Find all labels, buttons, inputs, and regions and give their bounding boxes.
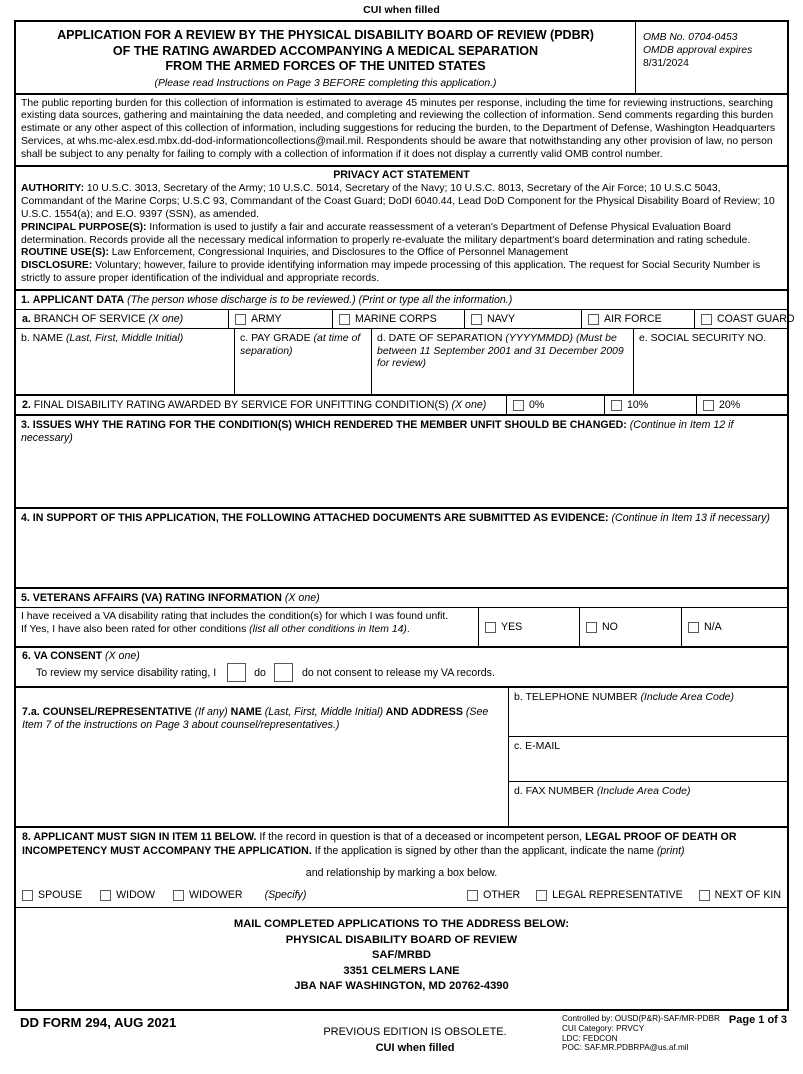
branch-option-label: MARINE CORPS <box>355 313 437 326</box>
va-rating-checkbox-na[interactable] <box>681 608 787 646</box>
rating-checkbox-0[interactable] <box>506 396 604 414</box>
item8-statement <box>22 831 781 858</box>
ssn-label: e. SOCIAL SECURITY NO. <box>639 332 767 345</box>
item7-hint-a: (If any) <box>194 706 228 719</box>
item4-number: 4. <box>21 511 30 524</box>
item8-bold-1: APPLICANT MUST SIGN IN ITEM 11 BELOW. <box>30 831 257 844</box>
va-rating-statement-line-2a: If Yes, I have also been rated for other conditions <box>21 623 250 635</box>
telephone-hint: (Include Area Code) <box>640 691 735 704</box>
item6-consent-text-b: do not consent to release my VA records. <box>301 666 495 679</box>
cui-category: CUI Category: PRVCY <box>562 1023 645 1033</box>
name-hint: (Last, First, Middle Initial) <box>65 332 184 345</box>
branch-of-service-row <box>16 309 795 328</box>
privacy-principal-label: PRINCIPAL PURPOSE(S): <box>21 221 147 233</box>
privacy-disclosure-text: Voluntary; however, failure to provide identifying information may impede processing of this application. The request for Social Security Number is strictly to assure proper identification of the individual and appropriate records. <box>21 260 761 285</box>
mail-line-1: MAIL COMPLETED APPLICATIONS TO THE ADDRESS BELOW: <box>233 918 570 930</box>
item5-header <box>16 587 787 607</box>
item7-number: 7.a. <box>22 706 40 719</box>
omb-info <box>635 22 787 93</box>
cui-banner-bottom: CUI when filled <box>375 1041 455 1054</box>
email-field[interactable] <box>508 736 787 781</box>
item7-row <box>16 686 787 826</box>
form-number: DD FORM 294, AUG 2021 <box>20 1014 177 1030</box>
specify-hint: (Specify) <box>264 889 307 901</box>
title-line-1: APPLICATION FOR A REVIEW BY THE PHYSICAL DISABILITY BOARD OF REVIEW (PDBR) <box>57 28 594 42</box>
item4-hint: (Continue in Item 13 if necessary) <box>611 511 770 524</box>
checkbox-icon[interactable] <box>467 890 478 901</box>
item2-hint: (X one) <box>451 399 487 412</box>
privacy-disclosure <box>21 260 782 286</box>
item8-block <box>16 826 787 879</box>
branch-checkbox-air-force[interactable] <box>581 310 694 328</box>
fax-label: d. FAX NUMBER <box>514 785 594 798</box>
telephone-label-row <box>514 691 782 704</box>
privacy-act-statement <box>16 165 787 289</box>
item8-text-2: If the application is signed by other than the applicant, indicate the name <box>311 844 657 857</box>
mail-line-2: PHYSICAL DISABILITY BOARD OF REVIEW <box>285 933 518 946</box>
title-line-3: FROM THE ARMED FORCES OF THE UNITED STATES <box>165 59 486 73</box>
checkbox-icon[interactable] <box>235 314 246 325</box>
rating-checkbox-10[interactable] <box>604 396 696 414</box>
item5-title: VETERANS AFFAIRS (VA) RATING INFORMATION <box>29 591 282 604</box>
relationship-label-legal-representative: LEGAL REPRESENTATIVE <box>552 889 683 901</box>
checkbox-icon[interactable] <box>173 890 184 901</box>
item7-title-a: COUNSEL/REPRESENTATIVE <box>39 706 195 719</box>
checkbox-icon[interactable] <box>588 314 599 325</box>
omb-expiry-label: OMDB approval expires <box>643 45 753 57</box>
rating-option-label: 20% <box>719 399 741 412</box>
checkbox-icon[interactable] <box>22 890 33 901</box>
item6-consent-text-a: To review my service disability rating, I <box>36 666 217 679</box>
item7-title-b: NAME <box>227 706 265 719</box>
rating-option-label: 10% <box>627 399 649 412</box>
privacy-authority-label: AUTHORITY: <box>21 182 85 194</box>
branch-option-label: ARMY <box>251 313 282 326</box>
form-footer <box>14 1014 789 1074</box>
checkbox-icon[interactable] <box>611 400 622 411</box>
item7-contact-column <box>508 688 787 826</box>
title-line-2: OF THE RATING AWARDED ACCOMPANYING A MEDICAL SEPARATION <box>112 43 539 58</box>
item8-bold-2: LEGAL PROOF OF DEATH OR INCOMPETENCY MUST ACCOMPANY THE APPLICATION. <box>22 831 737 857</box>
branch-option-label: AIR FORCE <box>604 313 662 326</box>
privacy-routine-text: Law Enforcement, Congressional Inquiries, and Disclosures to the Office of Personnel Management <box>108 247 569 259</box>
mail-line-3: SAF/MRBD <box>371 949 432 962</box>
item6-number: 6. <box>22 650 31 663</box>
branch-hint: (X one) <box>148 313 184 326</box>
previous-edition-note: PREVIOUS EDITION IS OBSOLETE. <box>323 1025 507 1038</box>
checkbox-icon[interactable] <box>688 622 699 633</box>
checkbox-icon[interactable] <box>471 314 482 325</box>
checkbox-icon[interactable] <box>699 890 710 901</box>
item2-label-cell <box>16 396 506 414</box>
privacy-authority <box>21 183 782 222</box>
relationship-label-next-of-kin: NEXT OF KIN <box>714 889 781 901</box>
item6-hint: (X one) <box>105 650 140 663</box>
name-field[interactable] <box>16 329 234 394</box>
item8-relationship-checkboxes <box>16 879 787 907</box>
va-rating-option-label: YES <box>501 621 523 634</box>
item1-title: APPLICANT DATA <box>32 293 125 306</box>
telephone-field[interactable] <box>508 688 787 736</box>
controlled-by: Controlled by: OUSD(P&R)-SAF/MR-PDBR <box>562 1013 720 1023</box>
omb-number: OMB No. 0704-0453 <box>643 32 738 43</box>
item6-do-label: do <box>254 666 266 679</box>
applicant-identity-row <box>16 328 787 394</box>
burden-statement: The public reporting burden for this collection of information is estimated to average 45 minutes per response, including the time for reviewing instructions, searching existing data sources, gathering and maintaining the data needed, and completing and reviewing the collection of information. Send comments regarding this burden estimate or any other aspect of this collection of information, including suggestions for reducing the burden, to the Department of Defense, Washington Headquarters Services, at whs.mc-alex.esd.mbx.dd-dod-informationcollections@mail.mil. Respondents should be aware that notwithstanding any other provision of law, no person shall be subject to any penalty for failing to comply with a collection of information if it does not display a currently valid OMB control number. <box>16 93 787 166</box>
va-rating-option-label: N/A <box>704 621 722 634</box>
branch-checkbox-army[interactable] <box>228 310 332 328</box>
checkbox-icon[interactable] <box>586 622 597 633</box>
title-row <box>16 22 787 93</box>
item7-hint-c: (See Item 7 of the instructions on Page 3 about counsel/representatives.) <box>22 706 489 731</box>
checkbox-icon[interactable] <box>701 314 712 325</box>
rating-checkbox-20[interactable] <box>696 396 787 414</box>
branch-checkbox-navy[interactable] <box>464 310 581 328</box>
relationship-label-other: OTHER <box>483 889 521 901</box>
checkbox-icon[interactable] <box>703 400 714 411</box>
item3-block[interactable] <box>16 414 787 507</box>
privacy-principal-purpose <box>21 222 782 248</box>
ssn-field[interactable] <box>633 329 787 394</box>
relationship-label-widow: WIDOW <box>116 889 155 901</box>
branch-checkbox-coast-guard[interactable] <box>694 310 799 328</box>
item2-number: 2. <box>22 399 31 412</box>
title-subtitle: (Please read Instructions on Page 3 BEFORE completing this application.) <box>154 77 497 89</box>
consent-do-checkbox[interactable] <box>227 663 246 682</box>
mail-line-5: JBA NAF WASHINGTON, MD 20762-4390 <box>294 980 509 993</box>
item8-relationship-line: and relationship by marking a box below. <box>305 867 498 879</box>
item3-hint: (Continue in Item 12 if necessary) <box>21 418 734 444</box>
privacy-heading: PRIVACY ACT STATEMENT <box>333 169 470 182</box>
item6-consent-line <box>22 663 781 682</box>
checkbox-icon[interactable] <box>100 890 111 901</box>
ldc: LDC: FEDCON <box>562 1033 618 1043</box>
va-rating-statement <box>16 608 478 646</box>
branch-option-label: COAST GUARD <box>717 313 795 326</box>
item7-title-c: AND ADDRESS <box>383 706 466 719</box>
name-label: b. NAME <box>21 332 64 345</box>
date-of-separation-hint: (YYYYMMDD) (Must be between 11 September 2001 and 31 December 2009 for review) <box>377 332 624 370</box>
page-number: Page 1 of 3 <box>728 1013 787 1026</box>
item1-header <box>16 289 787 309</box>
branch-label: BRANCH OF SERVICE <box>33 313 146 326</box>
va-rating-statement-line-1: I have received a VA disability rating that includes the condition(s) for which I was found unfit. <box>21 611 449 623</box>
branch-label-a: a. <box>22 313 31 326</box>
item4-header <box>16 509 787 527</box>
va-rating-statement-line-2b: . <box>406 623 410 635</box>
item2-title: FINAL DISABILITY RATING AWARDED BY SERVICE FOR UNFITTING CONDITION(S) <box>30 399 449 412</box>
item3-title: ISSUES WHY THE RATING FOR THE CONDITION(S) WHICH RENDERED THE MEMBER UNFIT SHOULD BE CHANGED: <box>29 418 627 431</box>
mailing-address-block <box>16 907 787 1009</box>
item6-title: VA CONSENT <box>30 650 103 663</box>
va-rating-checkbox-yes[interactable] <box>478 608 579 646</box>
privacy-authority-text: 10 U.S.C. 3013, Secretary of the Army; 10 U.S.C. 5014, Secretary of the Navy; 10 U.S.C. 8013, Secretary of the Air Force; 10 U.S.C 5043, Commandant of the Marine Corps; U.S.C 93, Commandant of the Coast Guard; DoDI 6040.44, Lead DoD Component for the Physical Disability Board of Review; 10 U.S.C. 1554(a); and E.O. 9397 (SSN), as amended. <box>21 182 775 220</box>
item3-header <box>16 416 787 447</box>
item4-block[interactable] <box>16 507 787 587</box>
form-body <box>14 20 795 1011</box>
checkbox-icon[interactable] <box>485 622 496 633</box>
privacy-routine-label: ROUTINE USE(S): <box>21 247 109 259</box>
paygrade-label: c. PAY GRADE <box>240 332 311 345</box>
item1-number: 1. <box>21 293 30 306</box>
item2-row <box>16 394 787 414</box>
control-markings <box>562 1014 720 1053</box>
paygrade-field[interactable] <box>234 329 371 394</box>
privacy-principal-text: Information is used to justify a fair and accurate reassessment of a veteran's Department of Defense Physical Evaluation Board determination. Records provide all the necessary medical information to properly re-evaluate the military department's board determination and rating schedule. <box>21 221 751 246</box>
consent-do-not-checkbox[interactable] <box>274 663 293 682</box>
item6-header <box>22 650 781 662</box>
relationship-label-widower: WIDOWER <box>189 889 243 901</box>
item4-title: IN SUPPORT OF THIS APPLICATION, THE FOLLOWING ATTACHED DOCUMENTS ARE SUBMITTED AS EVIDENCE: <box>29 511 609 524</box>
mail-line-4: 3351 CELMERS LANE <box>343 964 460 977</box>
privacy-disclosure-label: DISCLOSURE: <box>21 260 93 272</box>
item5-number: 5. <box>21 591 30 604</box>
date-of-separation-label: d. DATE OF SEPARATION <box>377 332 503 345</box>
item3-number: 3. <box>21 418 30 431</box>
item5-hint: (X one) <box>284 591 320 604</box>
item1-note-2: (Print or type all the information.) <box>358 293 513 306</box>
checkbox-icon[interactable] <box>513 400 524 411</box>
va-rating-checkbox-no[interactable] <box>579 608 681 646</box>
telephone-label: b. TELEPHONE NUMBER <box>514 691 638 704</box>
cui-banner-top: CUI when filled <box>363 4 440 16</box>
omb-expiry-date: 8/31/2024 <box>643 58 689 70</box>
fax-field[interactable] <box>508 781 787 826</box>
va-rating-option-label: NO <box>602 621 618 634</box>
fax-label-row <box>514 785 782 798</box>
poc: POC: SAF.MR.PDBRPA@us.af.mil <box>562 1043 689 1053</box>
item5-options-row <box>16 607 787 646</box>
fax-hint: (Include Area Code) <box>596 785 691 798</box>
item1-note-1: (The person whose discharge is to be reviewed.) <box>127 293 356 306</box>
item8-text-1: If the record in question is that of a deceased or incompetent person, <box>256 831 586 844</box>
checkbox-icon[interactable] <box>339 314 350 325</box>
counsel-label <box>22 706 503 732</box>
item6-block <box>16 646 787 686</box>
form-title <box>16 22 635 93</box>
item8-hint-1: (print) <box>656 844 685 857</box>
va-rating-statement-hint: (list all other conditions in Item 14) <box>249 623 407 635</box>
item8-number: 8. <box>22 831 31 844</box>
counsel-name-address-field[interactable] <box>16 688 508 826</box>
rating-option-label: 0% <box>529 399 545 412</box>
branch-option-label: NAVY <box>487 313 516 326</box>
relationship-label-spouse: SPOUSE <box>38 889 83 901</box>
branch-label-cell <box>16 310 228 328</box>
email-label: c. E-MAIL <box>514 740 561 753</box>
checkbox-icon[interactable] <box>536 890 547 901</box>
va-rating-statement-line-2 <box>21 624 473 637</box>
privacy-routine-use <box>21 247 782 260</box>
branch-checkbox-marine-corps[interactable] <box>332 310 464 328</box>
paygrade-hint: (at time of separation) <box>240 332 361 357</box>
item7-hint-b: (Last, First, Middle Initial) <box>264 706 384 719</box>
date-of-separation-field[interactable] <box>371 329 633 394</box>
